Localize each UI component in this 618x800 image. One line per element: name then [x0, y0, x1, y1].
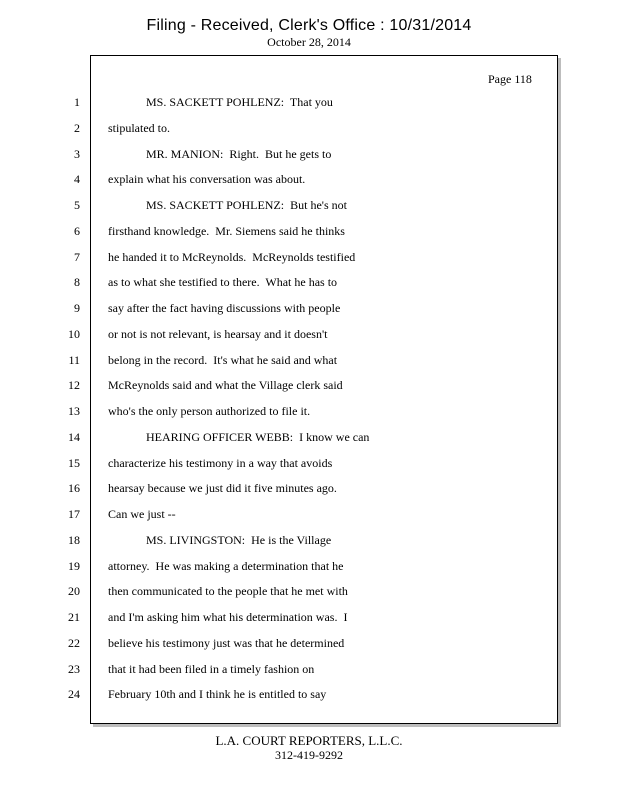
line-number: 22 — [68, 636, 80, 650]
line-number: 24 — [68, 687, 80, 701]
line-number: 7 — [74, 250, 80, 264]
line-number: 4 — [74, 172, 80, 186]
line-number: 21 — [68, 610, 80, 624]
line-text: HEARING OFFICER WEBB: I know we can — [146, 430, 370, 444]
line-number: 11 — [68, 353, 80, 367]
line-text: MR. MANION: Right. But he gets to — [146, 147, 332, 161]
footer-company: L.A. COURT REPORTERS, L.L.C. — [215, 733, 403, 748]
page-number: Page 118 — [488, 72, 532, 86]
line-number: 17 — [68, 507, 80, 521]
line-text: McReynolds said and what the Village clerk said — [108, 378, 343, 392]
hearing-date: October 28, 2014 — [267, 35, 351, 49]
line-text: he handed it to McReynolds. McReynolds testified — [108, 250, 356, 264]
line-number: 13 — [68, 404, 80, 418]
line-text: stipulated to. — [108, 121, 170, 135]
line-text: firsthand knowledge. Mr. Siemens said he thinks — [108, 224, 345, 238]
line-text: say after the fact having discussions with people — [108, 301, 341, 315]
line-number: 9 — [74, 301, 80, 315]
line-text: or not is not relevant, is hearsay and it doesn't — [108, 327, 328, 341]
line-text: that it had been filed in a timely fashion on — [108, 662, 315, 676]
line-number: 10 — [68, 327, 80, 341]
line-number: 12 — [68, 378, 80, 392]
line-text: as to what she testified to there. What he has to — [108, 275, 338, 289]
line-number: 19 — [68, 559, 80, 573]
line-number: 8 — [74, 275, 80, 289]
line-text: then communicated to the people that he met with — [108, 584, 348, 598]
line-text: and I'm asking him what his determination was. I — [108, 610, 348, 624]
line-number: 15 — [68, 456, 80, 470]
line-text: MS. SACKETT POHLENZ: But he's not — [146, 198, 347, 212]
filing-stamp: Filing - Received, Clerk's Office : 10/31/2014 — [146, 17, 472, 34]
line-text: explain what his conversation was about. — [108, 172, 306, 186]
line-number: 20 — [68, 584, 80, 598]
line-text: belong in the record. It's what he said and what — [108, 353, 338, 367]
line-text: attorney. He was making a determination that he — [108, 559, 344, 573]
line-number: 3 — [74, 147, 80, 161]
line-text: MS. LIVINGSTON: He is the Village — [146, 533, 332, 547]
line-number: 16 — [68, 481, 80, 495]
line-number: 1 — [74, 95, 80, 109]
footer-phone: 312-419-9292 — [275, 748, 343, 762]
line-text: who's the only person authorized to file it. — [108, 404, 311, 418]
line-number: 14 — [68, 430, 80, 444]
line-number: 6 — [74, 224, 80, 238]
line-number: 18 — [68, 533, 80, 547]
line-number: 5 — [74, 198, 80, 212]
line-text: February 10th and I think he is entitled to say — [108, 687, 327, 701]
line-text: Can we just -- — [108, 507, 176, 521]
line-text: hearsay because we just did it five minutes ago. — [108, 481, 337, 495]
line-text: characterize his testimony in a way that avoids — [108, 456, 333, 470]
line-number: 2 — [74, 121, 80, 135]
line-text: MS. SACKETT POHLENZ: That you — [146, 95, 333, 109]
line-number: 23 — [68, 662, 80, 676]
line-text: believe his testimony just was that he determined — [108, 636, 345, 650]
